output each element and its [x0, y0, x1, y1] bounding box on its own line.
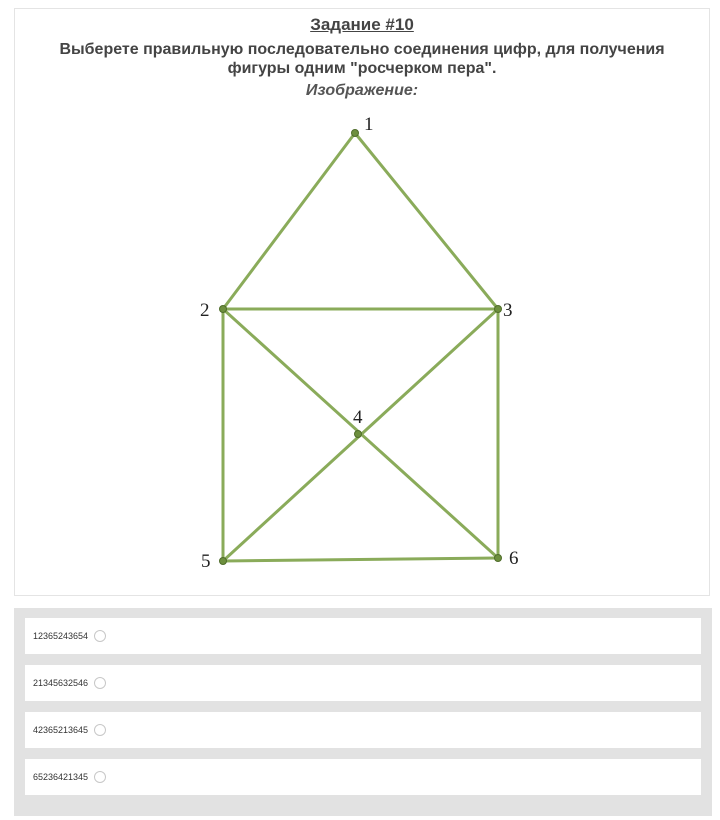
answer-option-4[interactable]: [25, 759, 701, 795]
task-title: Задание #10: [310, 15, 414, 34]
task-question-line-1: Выберете правильную последовательно соединения цифр, для получения: [59, 41, 665, 58]
radio-button[interactable]: [94, 771, 106, 783]
answer-option-2[interactable]: [25, 665, 701, 701]
answer-option-3[interactable]: [25, 712, 701, 748]
node-1: [352, 130, 359, 137]
answer-option-label: 21345632546: [33, 678, 89, 688]
node-3: [495, 306, 502, 313]
node-label-2: 2: [200, 300, 210, 321]
answer-option-label: 12365243654: [33, 631, 89, 641]
node-2: [220, 306, 227, 313]
radio-button[interactable]: [94, 724, 106, 736]
answer-option-label: 42365213645: [33, 725, 89, 735]
answer-option-1[interactable]: [25, 618, 701, 654]
radio-button[interactable]: [94, 677, 106, 689]
edge-1-2: [223, 133, 355, 309]
task-question-line-2: фигуры одним "росчерком пера".: [227, 60, 497, 77]
task-card: [14, 8, 710, 596]
house-figure: [15, 9, 709, 595]
node-5: [220, 558, 227, 565]
radio-button[interactable]: [94, 630, 106, 642]
node-label-4: 4: [353, 407, 363, 428]
answer-option-label: 65236421345: [33, 772, 89, 782]
edge-1-3: [355, 133, 498, 309]
node-4: [355, 431, 362, 438]
node-label-3: 3: [503, 300, 513, 321]
node-label-6: 6: [509, 548, 519, 569]
node-6: [495, 555, 502, 562]
image-caption: Изображение:: [305, 82, 419, 99]
edge-5-6: [223, 558, 498, 561]
node-label-1: 1: [364, 114, 374, 135]
node-label-5: 5: [201, 551, 211, 572]
answers-panel: [14, 608, 712, 816]
